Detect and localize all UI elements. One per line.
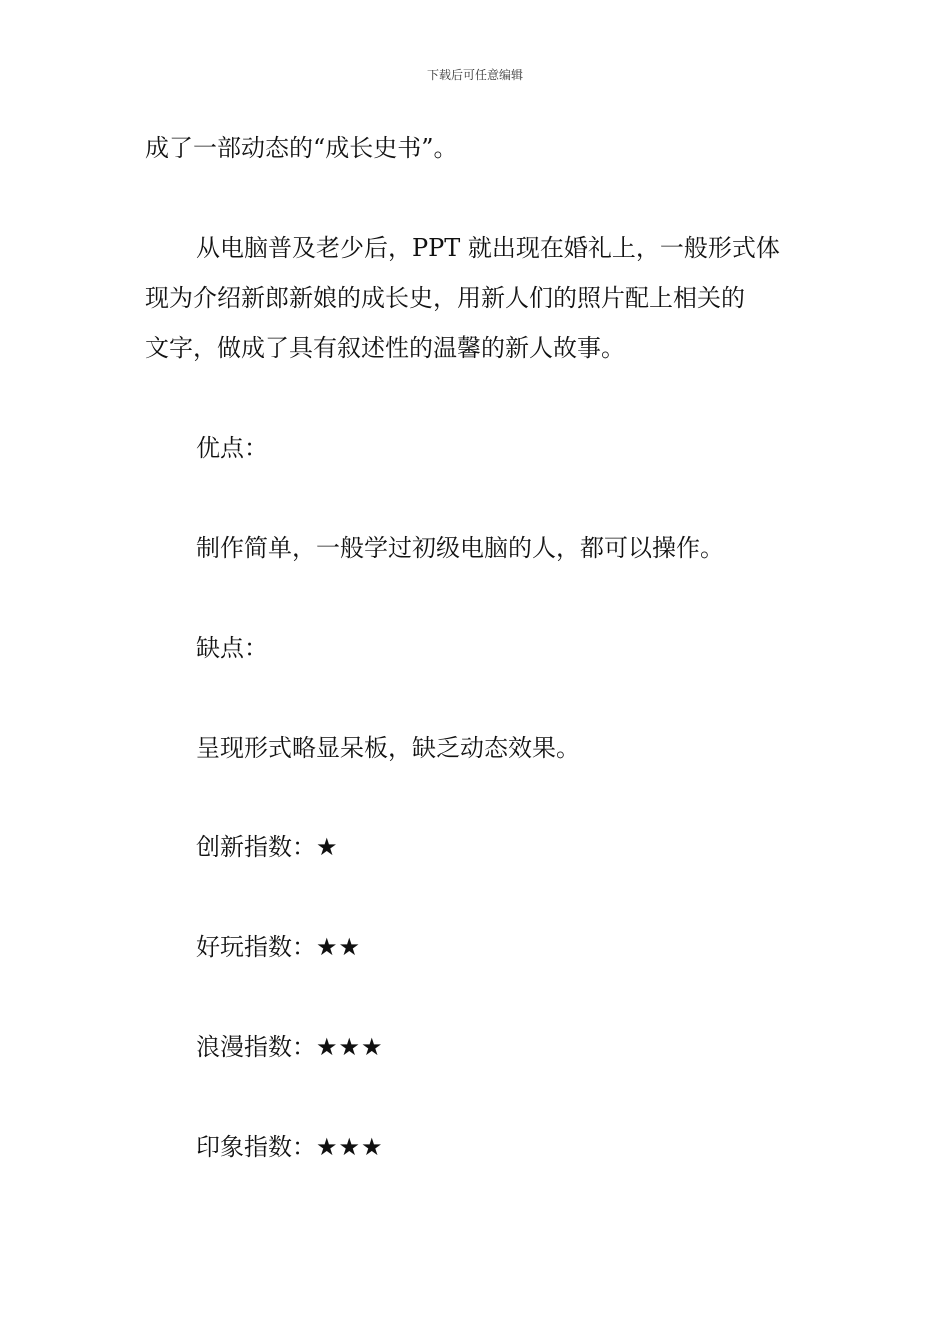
rating-row [196, 832, 339, 862]
paragraph-line: 从电脑普及老少后，PPT 就出现在婚礼上，一般形式体 [196, 234, 780, 262]
star-rating-icon: ★★★ [316, 1133, 384, 1161]
rating-label: 浪漫指数： [196, 1033, 316, 1061]
paragraph-line: 成了一部动态的“成长史书”。 [145, 134, 458, 162]
rating-row [196, 932, 361, 962]
paragraph-line: 现为介绍新郎新娘的成长史，用新人们的照片配上相关的 [145, 284, 745, 312]
star-rating-icon: ★ [316, 833, 339, 861]
rating-row [196, 1032, 384, 1062]
advantages-text: 制作简单，一般学过初级电脑的人，都可以操作。 [196, 534, 724, 562]
rating-label: 好玩指数： [196, 933, 316, 961]
disadvantages-text: 呈现形式略显呆板，缺乏动态效果。 [196, 734, 580, 762]
paragraph-line: 文字，做成了具有叙述性的温馨的新人故事。 [145, 334, 625, 362]
rating-label: 创新指数： [196, 833, 316, 861]
star-rating-icon: ★★ [316, 933, 362, 961]
star-rating-icon: ★★★ [316, 1033, 384, 1061]
rating-label: 印象指数： [196, 1133, 316, 1161]
advantages-label: 优点： [196, 434, 268, 462]
page-header: 下载后可任意编辑 [426, 68, 523, 82]
rating-row [196, 1132, 384, 1162]
disadvantages-label: 缺点： [196, 634, 268, 662]
